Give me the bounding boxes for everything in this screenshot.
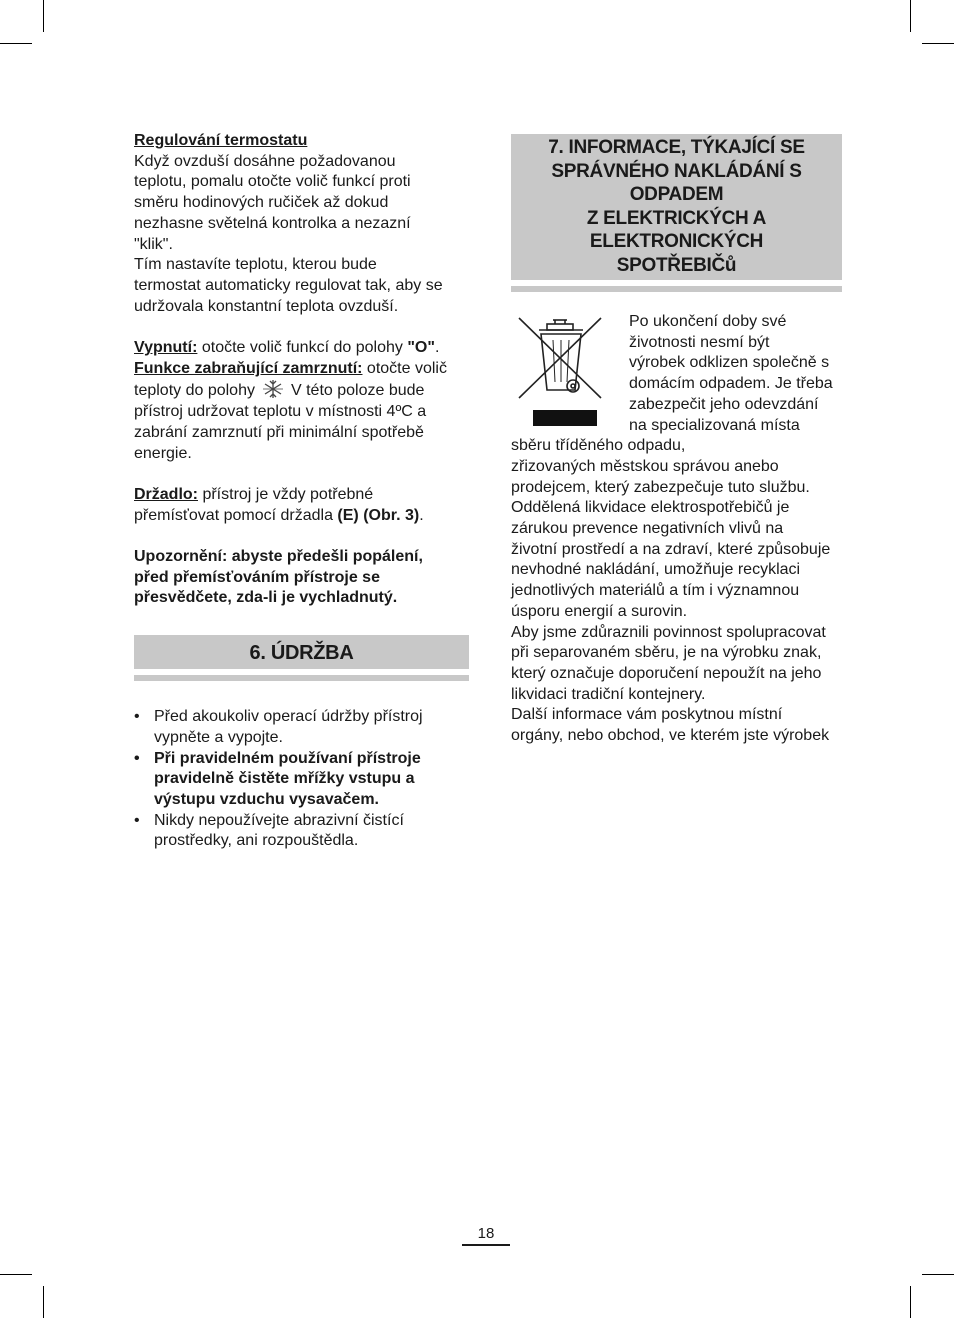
text-line: likvidaci tradiční kontejnery. (511, 685, 706, 703)
heading-line: 7. INFORMACE, TÝKAJÍCÍ SE (548, 137, 805, 158)
switch-off-paragraph (134, 338, 469, 359)
heading-underline (511, 286, 842, 292)
text-line: přesvědčete, zda-li je vychladnutý. (134, 589, 398, 607)
text-line: nezhasne světelná kontrolka a nezazní (134, 214, 411, 232)
frost-paragraph-line-1 (134, 359, 469, 380)
text-span: V této poloze bude (290, 382, 425, 400)
left-column (134, 131, 469, 852)
text-span: otočte volič funkcí do polohy (197, 339, 408, 357)
text-span: . (419, 506, 424, 524)
text-line: Nikdy nepoužívejte abrazivní čistící (154, 811, 404, 829)
bullet: • (134, 749, 140, 767)
page-number: 18 (477, 1225, 495, 1242)
text-line: životní prostředí a na zdraví, které způsobuje (511, 540, 831, 558)
heading-line: SPRÁVNÉHO NAKLÁDÁNÍ S ODPADEM (551, 160, 802, 205)
text-line: nevhodné nakládání, umožňuje recyklaci (511, 561, 801, 579)
text-line: zřizovaných městskou správou anebo (511, 457, 779, 475)
text-line: který označuje doporučení nepoužít na jeho (511, 664, 822, 682)
handle-label: Držadlo: (134, 485, 198, 503)
thermostat-paragraph-1 (134, 152, 469, 256)
text-line: úsporu energií a surovin. (511, 602, 688, 620)
crop-mark (0, 1274, 32, 1275)
text-span: přístroj je vždy potřebné (198, 485, 374, 503)
thermostat-heading: Regulování termostatu (134, 132, 308, 149)
bullet: • (134, 811, 140, 829)
text-line: zabrání zamrznutí při minimální spotřebě (134, 423, 424, 441)
text-span: . (434, 339, 440, 357)
crop-mark (43, 1286, 44, 1318)
text-line: pravidelně čistěte mřížky vstupu a (154, 770, 415, 788)
text-line: teplotu, pomalu otočte volič funkcí proti (134, 173, 411, 191)
text-line: Když ovzduší dosáhne požadovanou (134, 152, 396, 170)
page-number-underline (462, 1244, 510, 1246)
text-line: výrobek odklizen společně s (629, 354, 830, 372)
list-item (134, 749, 469, 811)
text-line: Upozornění: abyste předešli popálení, (134, 548, 423, 566)
crop-mark (922, 1274, 954, 1275)
text-line: směru hodinových ručiček až dokud (134, 194, 389, 212)
text-span: teploty do polohy (134, 382, 255, 400)
text-line: před přemísťováním přístroje se (134, 568, 380, 586)
text-line: prostředky, ani rozpouštědla. (154, 832, 359, 850)
text-span: otočte volič (362, 359, 447, 377)
text-line: při separovaném sběru, je na výrobku znak, (511, 644, 822, 662)
text-line: sběru tříděného odpadu, (511, 437, 686, 455)
text-line: Po ukončení doby své (629, 313, 787, 330)
handle-paragraph-line-1 (134, 485, 469, 506)
switch-off-label: Vypnutí: (134, 339, 198, 357)
text-span: přemísťovat pomocí držadla (134, 506, 338, 524)
section-6-heading: 6. ÚDRŽBA (134, 635, 469, 669)
crop-mark (922, 43, 954, 44)
thermostat-paragraph-2 (134, 255, 469, 317)
text-line: Aby jsme zdůraznili povinnost spolupracovat (511, 623, 826, 641)
burn-warning (134, 547, 469, 609)
text-line: "klik". (134, 235, 173, 253)
text-line: Další informace vám poskytnou místní (511, 706, 783, 724)
crop-mark (910, 0, 911, 32)
text-line: Před akoukoliv operací údržby přístroj (154, 708, 423, 726)
text-line: domácím odpadem. Je třeba (629, 375, 833, 393)
off-position-value: "O" (407, 339, 435, 357)
bullet: • (134, 708, 140, 726)
text-line: Oddělená likvidace elektrospotřebičů je (511, 499, 790, 517)
frost-paragraph-line-2 (134, 379, 469, 402)
text-line: na specializovaná místa (629, 416, 800, 434)
heading-line: Z ELEKTRICKÝCH A ELEKTRONICKÝCH (586, 207, 767, 252)
maintenance-list (134, 707, 469, 852)
text-line: energie. (134, 444, 192, 462)
text-line: Tím nastavíte teplotu, kterou bude (134, 256, 377, 274)
crop-mark (43, 0, 44, 32)
snowflake-icon (261, 379, 285, 399)
disposal-text (511, 312, 842, 747)
heading-line: SPOTŘEBIČů (616, 254, 737, 276)
section-7-heading (511, 134, 842, 280)
heading-underline (134, 675, 469, 681)
text-line: udržovala konstantní teplota ovzduší. (134, 297, 399, 315)
crop-mark (0, 43, 32, 44)
list-item (134, 707, 469, 748)
right-column (511, 134, 842, 747)
handle-paragraph-line-2 (134, 506, 469, 527)
crossed-out-wheelie-bin-icon (517, 314, 613, 432)
text-line: Při pravidelném používaní přístroje (154, 749, 421, 767)
text-line: orgány, nebo obchod, ve kterém jste výrobek (511, 727, 830, 745)
figure-reference: (E) (Obr. 3) (337, 506, 420, 524)
frost-protection-label: Funkce zabraňující zamrznutí: (134, 359, 363, 377)
text-line: prodejcem, který zabezpečuje tuto službu. (511, 478, 810, 496)
list-item (134, 811, 469, 852)
text-line: jednotlivých materiálů a tím i významnou (511, 582, 800, 600)
text-line: zárukou prevence negativních vlivů na (511, 520, 784, 538)
crop-mark (910, 1286, 911, 1318)
text-line: životnosti nesmí být (629, 333, 770, 351)
text-line: zabezpečit jeho odevzdání (629, 395, 819, 413)
text-line: termostat automaticky regulovat tak, aby se (134, 276, 443, 294)
text-line: vypněte a vypojte. (154, 728, 283, 746)
text-line: výstupu vzduchu vysavačem. (154, 790, 379, 808)
text-line: přístroj udržovat teplotu v místnosti 4ºC a (134, 403, 427, 421)
